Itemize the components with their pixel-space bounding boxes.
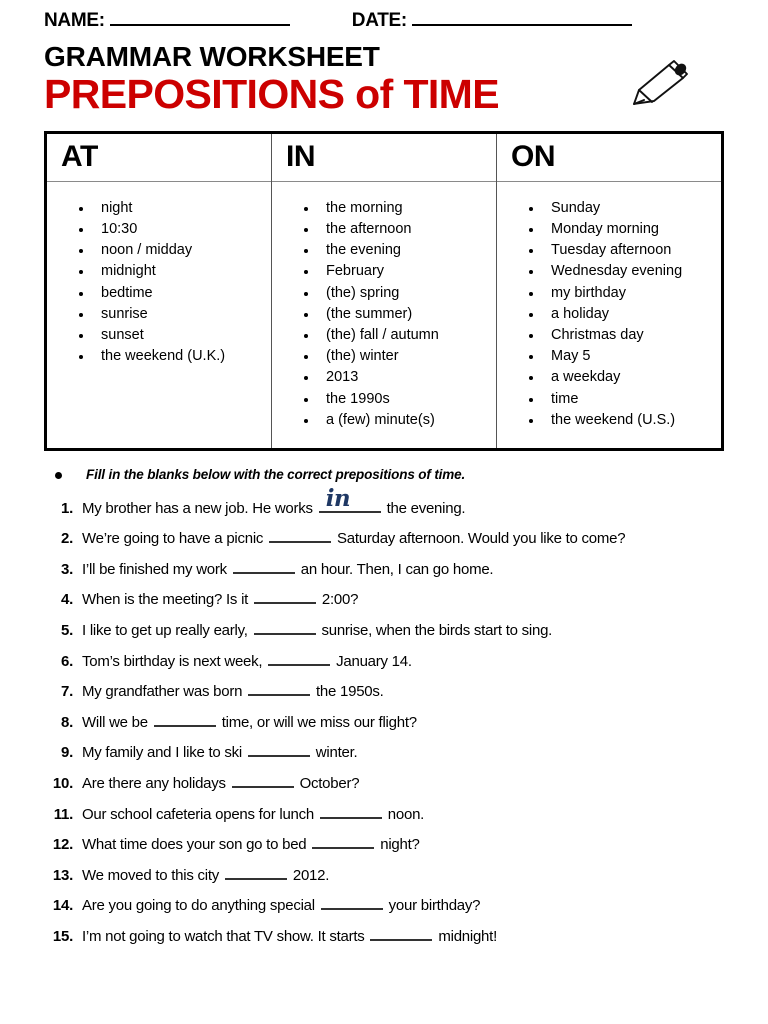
- question-text-after: night?: [376, 836, 420, 854]
- column-heading-text: ON: [511, 140, 555, 174]
- list-item: 10:30: [63, 219, 265, 240]
- list-item: the afternoon: [288, 219, 490, 240]
- list-item: Sunday: [513, 198, 715, 219]
- question-number: 1.: [60, 499, 73, 517]
- list-item: Tuesday afternoon: [513, 240, 715, 261]
- question-number: 3.: [60, 560, 73, 578]
- answer-blank[interactable]: [268, 650, 330, 666]
- column-body-on: [497, 182, 721, 448]
- question-text-before: What time does your son go to bed: [82, 836, 311, 854]
- question-text: [82, 830, 420, 861]
- answer-blank[interactable]: [370, 925, 432, 941]
- column-heading-text: IN: [286, 140, 315, 174]
- question-number: 9.: [60, 744, 73, 762]
- question-number: 2.: [60, 530, 73, 548]
- question-row: [44, 800, 724, 831]
- pencil-icon: [626, 58, 692, 110]
- question-text: [82, 769, 359, 800]
- title-block: [44, 42, 724, 117]
- list-item: the morning: [288, 198, 490, 219]
- answer-blank[interactable]: [248, 680, 310, 696]
- list-item: time: [513, 389, 715, 410]
- list-item: Christmas day: [513, 325, 715, 346]
- question-text-after: time, or will we miss our flight?: [217, 713, 417, 731]
- list-item: (the) fall / autumn: [288, 325, 490, 346]
- question-row: [44, 616, 724, 647]
- list-item: the weekend (U.K.): [63, 346, 265, 367]
- column-header-on: [497, 134, 721, 182]
- list-item: the 1990s: [288, 389, 490, 410]
- column-heading-text: AT: [61, 140, 98, 174]
- question-number: 4.: [60, 591, 73, 609]
- question-row: [44, 708, 724, 739]
- page-title: PREPOSITIONS of TIME: [44, 71, 499, 118]
- question-text-before: Our school cafeteria opens for lunch: [82, 805, 318, 823]
- question-row: [44, 585, 724, 616]
- question-row: [44, 891, 724, 922]
- question-row: [44, 922, 724, 953]
- name-date-row: [44, 0, 724, 40]
- question-text-after: sunrise, when the birds start to sing.: [317, 622, 553, 640]
- question-text: [82, 524, 625, 555]
- question-text-after: Saturday afternoon. Would you like to come?: [333, 530, 626, 548]
- question-row: [44, 861, 724, 892]
- question-text: [82, 861, 329, 892]
- question-row: [44, 738, 724, 769]
- list-item: night: [63, 198, 265, 219]
- question-text: [82, 891, 480, 922]
- table-column-at: [47, 134, 272, 448]
- question-text-before: I’m not going to watch that TV show. It starts: [82, 928, 369, 945]
- question-row: [44, 484, 724, 525]
- question-text: [82, 555, 493, 586]
- date-write-line[interactable]: [412, 23, 632, 26]
- handwritten-answer: in: [325, 484, 351, 512]
- question-number: 14.: [52, 897, 73, 915]
- answer-blank[interactable]: [321, 895, 383, 911]
- question-text-after: your birthday?: [384, 897, 481, 915]
- name-label: NAME:: [44, 10, 105, 31]
- question-text-after: the 1950s.: [312, 683, 384, 701]
- question-text-before: My family and I like to ski: [82, 744, 246, 762]
- question-text-before: My grandfather was born: [82, 683, 247, 701]
- question-number: 7.: [60, 683, 73, 701]
- answer-blank[interactable]: [225, 864, 287, 880]
- question-text-before: My brother has a new job. He works: [82, 499, 317, 517]
- question-number: 10.: [52, 775, 73, 793]
- list-item: the evening: [288, 240, 490, 261]
- question-number: 6.: [60, 652, 73, 670]
- list-item: my birthday: [513, 283, 715, 304]
- in-list: [288, 198, 490, 431]
- question-text-after: noon.: [383, 805, 425, 823]
- question-text-before: When is the meeting? Is it: [82, 591, 252, 609]
- question-text: [82, 616, 552, 647]
- table-column-in: [272, 134, 497, 448]
- table-column-on: [497, 134, 721, 448]
- question-text: [82, 800, 424, 831]
- list-item: a (few) minute(s): [288, 410, 490, 431]
- answer-blank[interactable]: [312, 833, 374, 849]
- question-row: [44, 830, 724, 861]
- question-row: [44, 555, 724, 586]
- list-item: sunrise: [63, 304, 265, 325]
- question-text-before: Are there any holidays: [82, 775, 230, 793]
- list-item: (the) winter: [288, 346, 490, 367]
- list-item: the weekend (U.S.): [513, 410, 715, 431]
- question-text-after: 2:00?: [318, 591, 359, 609]
- list-item: bedtime: [63, 283, 265, 304]
- questions-list: [44, 484, 724, 953]
- answer-blank[interactable]: [254, 589, 316, 605]
- question-text-after: midnight!: [434, 928, 497, 945]
- date-label: DATE:: [351, 10, 407, 31]
- question-text-after: winter.: [311, 744, 358, 762]
- question-text-after: 2012.: [288, 866, 330, 884]
- answer-blank[interactable]: [232, 772, 294, 788]
- answer-blank[interactable]: [319, 484, 381, 513]
- question-text: [82, 708, 417, 739]
- question-text-before: I’ll be finished my work: [82, 560, 231, 578]
- question-text-before: Will we be: [82, 713, 152, 731]
- question-text: [82, 484, 466, 525]
- question-text-before: Tom’s birthday is next week,: [82, 652, 267, 670]
- question-text-after: the evening.: [382, 499, 466, 517]
- column-header-in: [272, 134, 496, 182]
- list-item: (the summer): [288, 304, 490, 325]
- question-text-before: We’re going to have a picnic: [82, 530, 268, 548]
- list-item: midnight: [63, 261, 265, 282]
- question-number: 12.: [52, 836, 73, 854]
- answer-blank[interactable]: [254, 619, 316, 635]
- list-item: a weekday: [513, 367, 715, 388]
- question-row: [44, 647, 724, 678]
- name-write-line[interactable]: [110, 23, 290, 26]
- list-item: February: [288, 261, 490, 282]
- at-list: [63, 198, 265, 368]
- question-number: 13.: [52, 866, 73, 884]
- column-header-at: [47, 134, 271, 182]
- answer-blank[interactable]: [233, 558, 295, 574]
- worksheet-subtitle: GRAMMAR WORKSHEET: [44, 41, 380, 72]
- question-number: 15.: [52, 928, 73, 945]
- question-text-after: October?: [295, 775, 360, 793]
- question-text-before: We moved to this city: [82, 866, 223, 884]
- answer-blank[interactable]: [269, 527, 331, 543]
- question-text: [82, 647, 412, 678]
- question-text: [82, 677, 384, 708]
- answer-blank[interactable]: [248, 742, 310, 758]
- column-body-at: [47, 182, 271, 448]
- question-number: 8.: [60, 713, 73, 731]
- list-item: Wednesday evening: [513, 261, 715, 282]
- list-item: sunset: [63, 325, 265, 346]
- question-number: 11.: [53, 805, 73, 823]
- question-text: [82, 922, 497, 953]
- question-number: 5.: [60, 622, 73, 640]
- list-item: (the) spring: [288, 283, 490, 304]
- question-row: [44, 769, 724, 800]
- question-text-after: January 14.: [332, 652, 412, 670]
- question-text-before: I like to get up really early,: [82, 622, 252, 640]
- instruction-line: Fill in the blanks below with the correct prepositions of time.: [44, 467, 724, 482]
- answer-blank[interactable]: [320, 803, 382, 819]
- list-item: May 5: [513, 346, 715, 367]
- question-text: [82, 738, 357, 769]
- list-item: noon / midday: [63, 240, 265, 261]
- question-row: [44, 677, 724, 708]
- list-item: a holiday: [513, 304, 715, 325]
- question-text-before: Are you going to do anything special: [82, 897, 319, 915]
- on-list: [513, 198, 715, 431]
- question-text: [82, 585, 358, 616]
- question-row: [44, 524, 724, 555]
- prepositions-table: [44, 131, 724, 451]
- list-item: 2013: [288, 367, 490, 388]
- question-text-after: an hour. Then, I can go home.: [296, 560, 494, 578]
- list-item: Monday morning: [513, 219, 715, 240]
- answer-blank[interactable]: [154, 711, 216, 727]
- column-body-in: [272, 182, 496, 448]
